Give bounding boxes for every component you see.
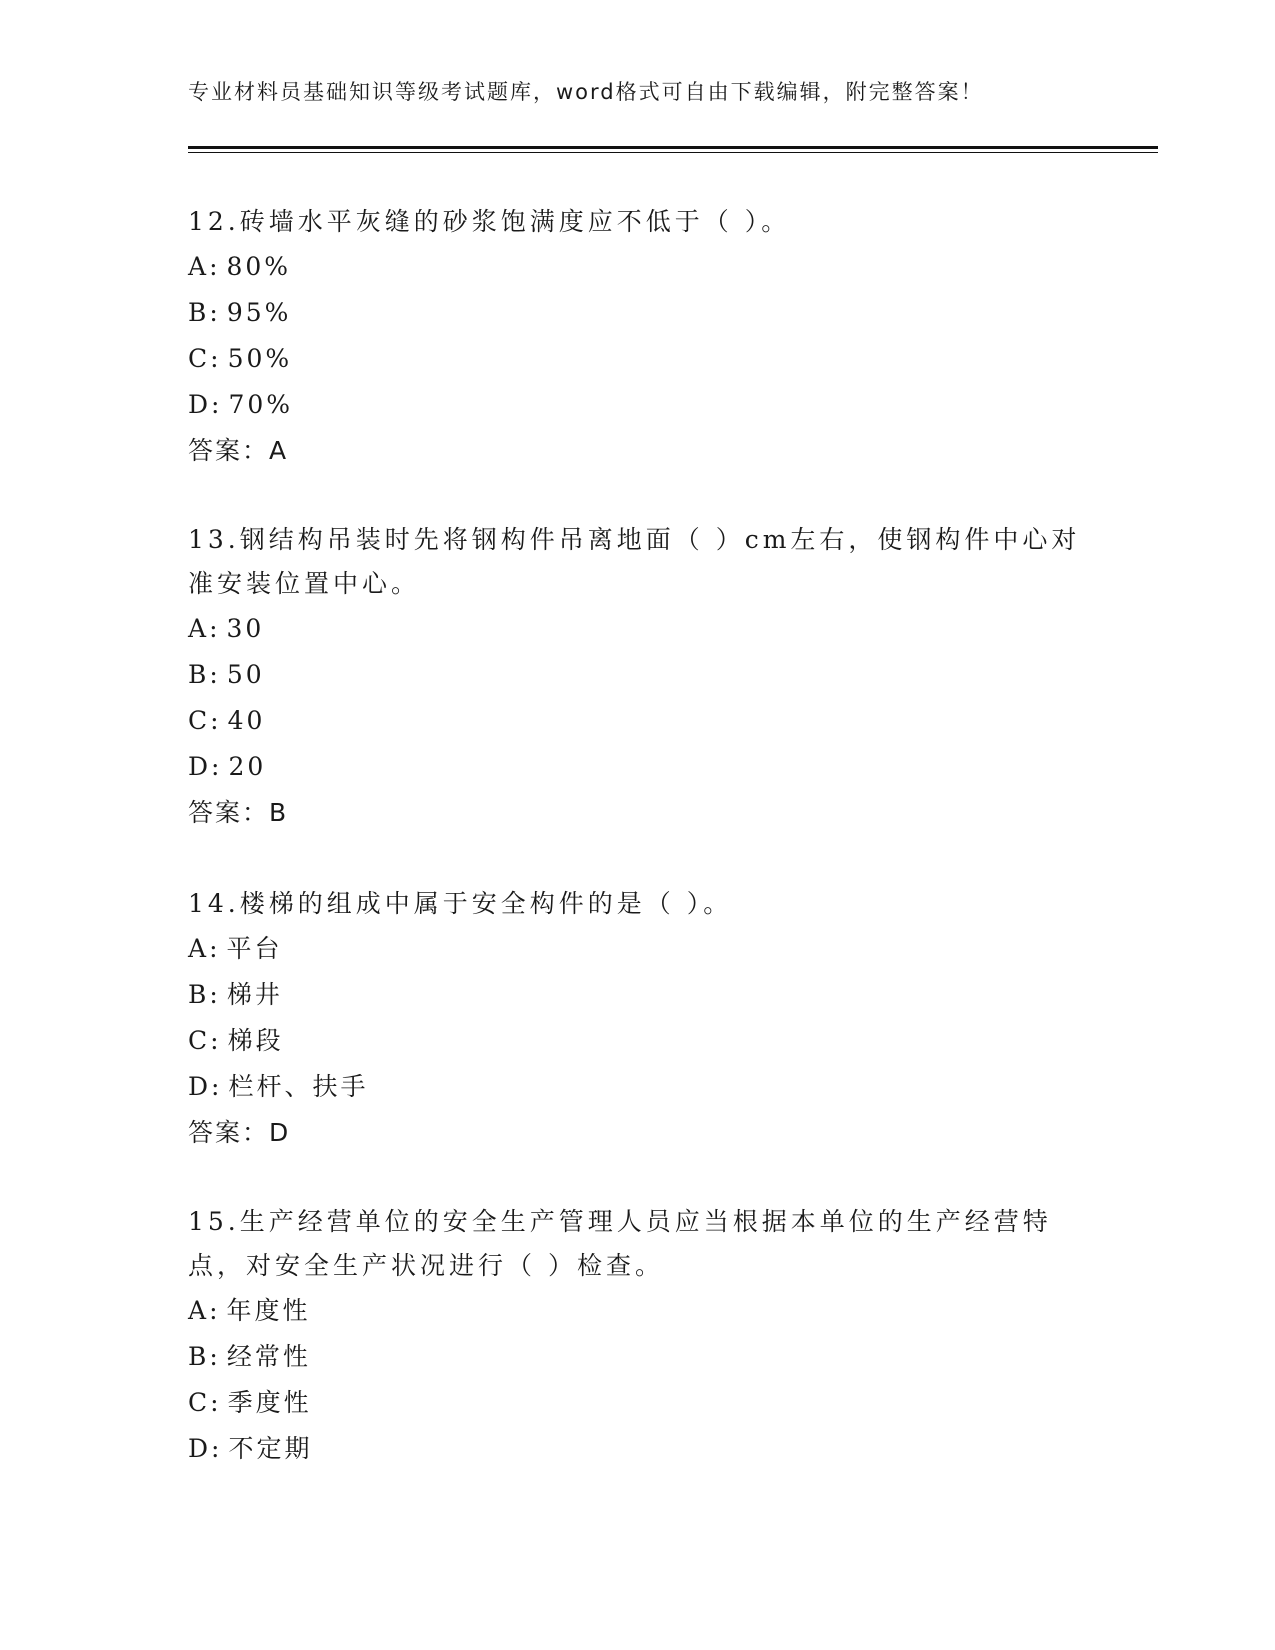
option-value: 70% bbox=[228, 390, 294, 419]
option-b[interactable]: B: 梯井 bbox=[188, 972, 1088, 1018]
question-text: 13.钢结构吊装时先将钢构件吊离地面（ ）cm左右，使钢构件中心对准安装位置中心。 bbox=[188, 525, 1081, 598]
option-value: 季度性 bbox=[227, 1388, 312, 1417]
option-b[interactable]: B: 50 bbox=[188, 652, 1088, 698]
option-value: 栏杆、扶手 bbox=[228, 1072, 369, 1101]
answer-value: D bbox=[269, 1118, 289, 1147]
option-value: 梯井 bbox=[226, 980, 283, 1009]
option-value: 20 bbox=[228, 752, 267, 781]
option-value: 50 bbox=[226, 660, 265, 689]
option-key: A bbox=[188, 1296, 210, 1325]
option-value: 梯段 bbox=[227, 1026, 284, 1055]
option-value: 40 bbox=[227, 706, 266, 735]
option-b[interactable]: B: 95% bbox=[188, 290, 1088, 336]
option-c[interactable]: C: 50% bbox=[188, 336, 1088, 382]
question-text: 12.砖墙水平灰缝的砂浆饱满度应不低于（ ）。 bbox=[188, 207, 791, 236]
answer-label: 答案： bbox=[188, 436, 270, 465]
option-c[interactable]: C: 季度性 bbox=[188, 1380, 1088, 1426]
option-key: A bbox=[188, 614, 210, 643]
answer-label: 答案： bbox=[188, 1118, 270, 1147]
option-value: 年度性 bbox=[226, 1296, 311, 1325]
option-key: B bbox=[188, 1342, 210, 1371]
header-divider-thick bbox=[188, 146, 1158, 149]
answer-value: B bbox=[269, 798, 287, 827]
option-key: C bbox=[188, 344, 211, 373]
option-key: C bbox=[188, 1026, 211, 1055]
option-key: D bbox=[188, 752, 212, 781]
option-a[interactable]: A: 年度性 bbox=[188, 1288, 1088, 1334]
header-divider-thin bbox=[188, 152, 1158, 153]
question-15 bbox=[188, 1200, 1088, 1472]
page-header: 专业材料员基础知识等级考试题库，word格式可自由下载编辑，附完整答案！ bbox=[188, 80, 984, 104]
option-a[interactable]: A: 30 bbox=[188, 606, 1088, 652]
option-b[interactable]: B: 经常性 bbox=[188, 1334, 1088, 1380]
option-value: 30 bbox=[226, 614, 265, 643]
question-14 bbox=[188, 882, 1088, 1156]
answer-line bbox=[188, 790, 1088, 836]
option-key: B bbox=[188, 298, 210, 327]
option-value: 50% bbox=[227, 344, 293, 373]
option-d[interactable]: D: 20 bbox=[188, 744, 1088, 790]
option-key: B bbox=[188, 980, 210, 1009]
option-a[interactable]: A: 80% bbox=[188, 244, 1088, 290]
question-12 bbox=[188, 200, 1088, 474]
option-d[interactable]: D: 70% bbox=[188, 382, 1088, 428]
answer-line bbox=[188, 1110, 1088, 1156]
option-key: A bbox=[188, 252, 210, 281]
option-value: 不定期 bbox=[228, 1434, 313, 1463]
option-key: D bbox=[188, 390, 212, 419]
option-d[interactable]: D: 栏杆、扶手 bbox=[188, 1064, 1088, 1110]
option-key: D bbox=[188, 1434, 212, 1463]
option-value: 80% bbox=[226, 252, 292, 281]
option-d[interactable]: D: 不定期 bbox=[188, 1426, 1088, 1472]
option-value: 平台 bbox=[226, 934, 283, 963]
question-text: 15.生产经营单位的安全生产管理人员应当根据本单位的生产经营特点，对安全生产状况进行（ ）检查。 bbox=[188, 1207, 1052, 1280]
option-key: B bbox=[188, 660, 210, 689]
option-value: 经常性 bbox=[226, 1342, 311, 1371]
question-text: 14.楼梯的组成中属于安全构件的是（ ）。 bbox=[188, 889, 733, 918]
option-key: D bbox=[188, 1072, 212, 1101]
answer-line bbox=[188, 428, 1088, 474]
question-13 bbox=[188, 518, 1088, 836]
option-c[interactable]: C: 40 bbox=[188, 698, 1088, 744]
option-key: A bbox=[188, 934, 210, 963]
option-key: C bbox=[188, 706, 211, 735]
answer-label: 答案： bbox=[188, 798, 270, 827]
option-c[interactable]: C: 梯段 bbox=[188, 1018, 1088, 1064]
option-a[interactable]: A: 平台 bbox=[188, 926, 1088, 972]
option-value: 95% bbox=[226, 298, 292, 327]
option-key: C bbox=[188, 1388, 211, 1417]
answer-value: A bbox=[269, 436, 287, 465]
